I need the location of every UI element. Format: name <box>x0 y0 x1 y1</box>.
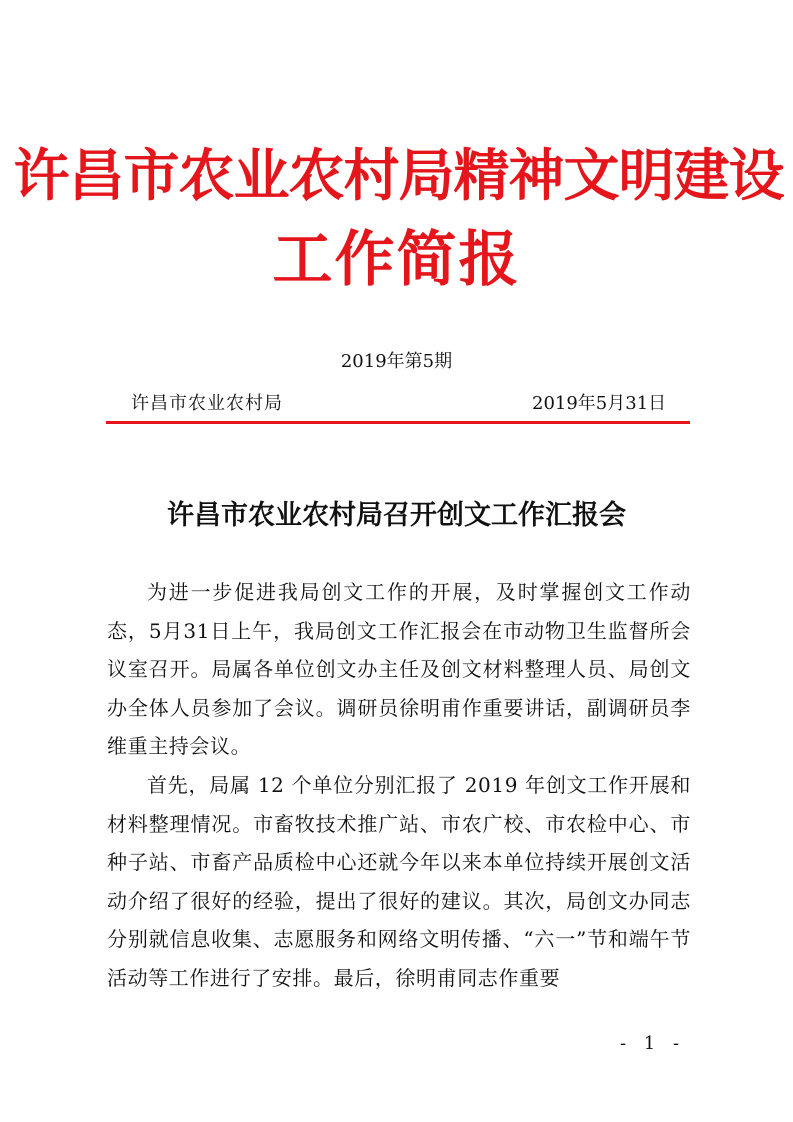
issue-number: 2019年第5期 <box>340 351 453 372</box>
masthead-title-line1: 许昌市农业农村局精神文明建设 <box>13 144 784 209</box>
publish-date: 2019年5月31日 <box>532 393 667 414</box>
red-divider-line <box>106 421 690 424</box>
article-paragraph-1: 为进一步促进我局创文工作的开展，及时掌握创文工作动态，5月31日上午，我局创文工作汇报会在市动物卫生监督所会议室召开。局属各单位创文办主任及创文材料整理人员、局创文办全体人员参加了会议。调研员徐明甫作重要讲话，副调研员李维重主持会议。 <box>107 580 691 759</box>
article-paragraph-2: 首先，局属 12 个单位分别汇报了 2019 年创文工作开展和材料整理情况。市畜牧技术推广站、市农广校、市农检中心、市种子站、市畜产品质检中心还就今年以来本单位持续开展创文活动介绍了很好的经验，提出了很好的建议。其次，局创文办同志分别就信息收集、志愿服务和网络文明传播、“六一”节和端午节活动等工作进行了安排。最后，徐明甫同志作重要 <box>107 772 691 990</box>
page-number: - 1 - <box>620 1033 686 1054</box>
publisher-name: 许昌市农业农村局 <box>131 393 283 414</box>
article-title: 许昌市农业农村局召开创文工作汇报会 <box>167 500 626 531</box>
article-body <box>107 573 691 998</box>
masthead-title-line2: 工作简报 <box>272 225 521 295</box>
